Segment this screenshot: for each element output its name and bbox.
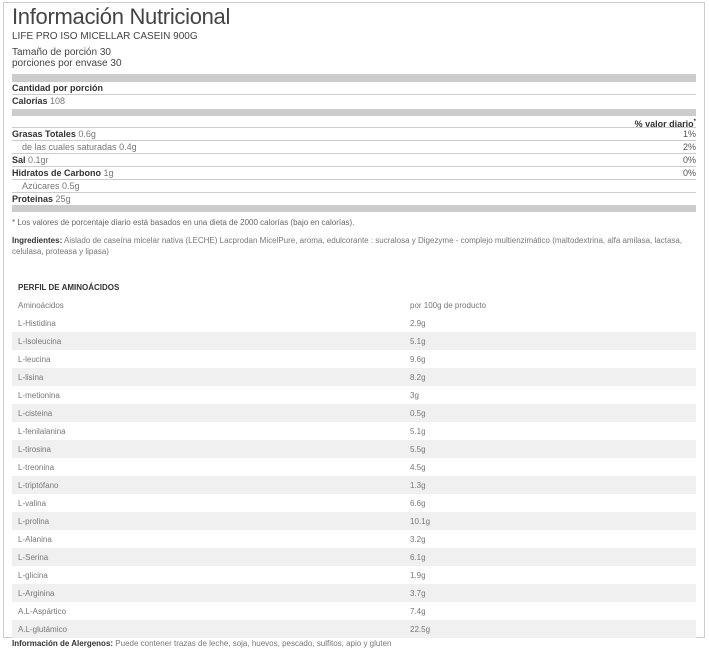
page-title: Información Nutricional	[12, 4, 231, 29]
product-name: LIFE PRO ISO MICELLAR CASEIN 900G	[12, 31, 198, 42]
table-row	[12, 566, 696, 584]
amino-amount: 3.2g	[410, 534, 426, 544]
ingredients-label: Ingredientes:	[12, 236, 63, 245]
calories-label: Calorias	[12, 96, 48, 106]
table-row	[12, 620, 696, 638]
amino-name: L-prolina	[12, 512, 404, 530]
nutrient-row	[12, 154, 696, 167]
amino-name: A.L-Aspártico	[18, 606, 67, 616]
table-row	[12, 530, 696, 548]
daily-value-header-row	[12, 116, 696, 128]
table-row	[12, 332, 696, 350]
nutrient-label-group	[22, 141, 137, 153]
nutrient-label: Hidratos de Carbono	[12, 168, 102, 178]
amino-name: L-Serina	[12, 548, 404, 566]
divider-bar	[12, 74, 696, 82]
amino-name: L-treonina	[18, 462, 55, 472]
amino-name: A.L-glutámico	[12, 620, 404, 638]
amino-name: L-Arginina	[12, 584, 404, 602]
nutrient-value: 0.4g	[119, 142, 137, 152]
daily-value-mark: *	[693, 119, 696, 125]
nutrient-row	[12, 167, 696, 180]
amino-name: L-metionina	[18, 390, 60, 400]
amino-name: L-valina	[18, 498, 47, 508]
amino-name: L-cisteina	[12, 404, 404, 422]
amino-amount: 0.5g	[404, 404, 696, 422]
amino-amount: 3.7g	[404, 584, 696, 602]
table-row	[12, 602, 696, 620]
amino-amount: 22.5g	[404, 620, 696, 638]
servings-per-container: porciones por envase 30	[12, 58, 122, 69]
nutrient-label-group	[12, 167, 114, 179]
amino-name: L-fenilalanina	[18, 426, 66, 436]
table-row	[12, 512, 696, 530]
nutrient-list	[12, 128, 696, 205]
daily-value-header: % valor diario	[634, 119, 694, 129]
amino-name: L-lisina	[12, 368, 404, 386]
amino-amount: 2.9g	[410, 318, 426, 328]
nutrient-daily-pct: 2%	[682, 142, 696, 152]
amino-amount: 3g	[410, 390, 419, 400]
amino-name: L-glicina	[18, 570, 48, 580]
nutrient-label: Grasas Totales	[12, 129, 76, 139]
amino-table	[12, 296, 696, 638]
amino-amount: 10.1g	[404, 512, 696, 530]
table-row	[12, 368, 696, 386]
divider-bar	[12, 205, 696, 212]
amino-amount: 5.5g	[404, 440, 696, 458]
amino-name: L-leucina	[18, 354, 51, 364]
table-row	[12, 584, 696, 602]
amino-name: L-Alanina	[18, 534, 52, 544]
allergens-text: Puede contener trazas de leche, soja, huevos, pescado, sulfitos, apio y gluten	[115, 639, 392, 648]
allergens-label: Información de Alergenos:	[12, 639, 114, 648]
ingredients	[12, 235, 696, 257]
table-row	[12, 422, 696, 440]
amino-profile-title: PERFIL DE AMINOÁCIDOS	[18, 283, 120, 292]
nutrient-row	[12, 193, 696, 205]
table-row	[12, 494, 696, 512]
nutrient-label: Sal	[12, 155, 26, 165]
serving-size: Tamaño de porción 30	[12, 47, 111, 58]
amino-amount: 7.4g	[410, 606, 426, 616]
table-row	[12, 314, 696, 332]
footnote: * Los valores de porcentaje diario está basados en una dieta de 2000 calorías (bajo en calorías).	[12, 218, 355, 227]
amino-amount: 8.2g	[404, 368, 696, 386]
nutrient-daily-pct: 1%	[682, 129, 696, 139]
nutrient-label-group	[22, 180, 80, 192]
nutrient-daily-pct: 0%	[682, 168, 696, 178]
amino-amount: 6.1g	[404, 548, 696, 566]
table-row	[12, 548, 696, 566]
amino-amount: 5.1g	[410, 426, 426, 436]
amount-per-serving-label: Cantidad por porción	[12, 83, 103, 93]
nutrient-value: 0.5g	[62, 181, 80, 191]
table-header-row	[12, 296, 696, 314]
amino-amount: 5.1g	[404, 332, 696, 350]
nutrient-value: 0.6g	[78, 129, 96, 139]
calories-row	[12, 95, 696, 107]
amino-name: L-tirosina	[12, 440, 404, 458]
nutrient-daily-pct: 0%	[682, 155, 696, 165]
amino-name: L-Isoleucina	[12, 332, 404, 350]
nutrient-label-group	[12, 154, 49, 166]
nutrient-row	[12, 141, 696, 154]
nutrient-label-group	[12, 193, 71, 205]
nutrient-row	[12, 128, 696, 141]
amino-name: L-triptófano	[12, 476, 404, 494]
table-row	[12, 458, 696, 476]
amino-amount: 6.6g	[410, 498, 426, 508]
nutrient-row	[12, 180, 696, 193]
amino-amount: 1.3g	[404, 476, 696, 494]
table-row	[12, 476, 696, 494]
table-row	[12, 386, 696, 404]
divider-bar	[12, 109, 696, 116]
table-row	[12, 440, 696, 458]
table-row	[12, 350, 696, 368]
nutrient-value: 25g	[55, 194, 71, 204]
nutrient-value: 1g	[103, 168, 114, 178]
ingredients-text: Aislado de caseína micelar nativa (LECHE) Lacprodan MicelPure, aroma, edulcorante : sucralosa y Digezyme - complejo multienzimático (maltodextrina, alfa amilasa, lactasa, celulasa, proteasa y lipasa)	[12, 236, 683, 256]
amount-per-serving-row	[12, 82, 696, 95]
header-amino: Aminoácidos	[18, 300, 64, 310]
amino-amount: 1.9g	[410, 570, 426, 580]
nutrient-label-group	[12, 128, 96, 140]
amino-name: L-Histidina	[18, 318, 56, 328]
amino-amount: 4.5g	[410, 462, 426, 472]
nutrient-label: Azúcares	[22, 181, 60, 191]
calories-value: 108	[50, 96, 66, 106]
amino-amount: 9.6g	[410, 354, 426, 364]
nutrient-label: Proteinas	[12, 194, 54, 204]
table-row	[12, 404, 696, 422]
nutrient-label: de las cuales saturadas	[22, 142, 117, 152]
nutrient-value: 0.1gr	[28, 155, 49, 165]
nutrition-content	[12, 4, 696, 649]
header-per-100g: por 100g de producto	[410, 300, 487, 310]
